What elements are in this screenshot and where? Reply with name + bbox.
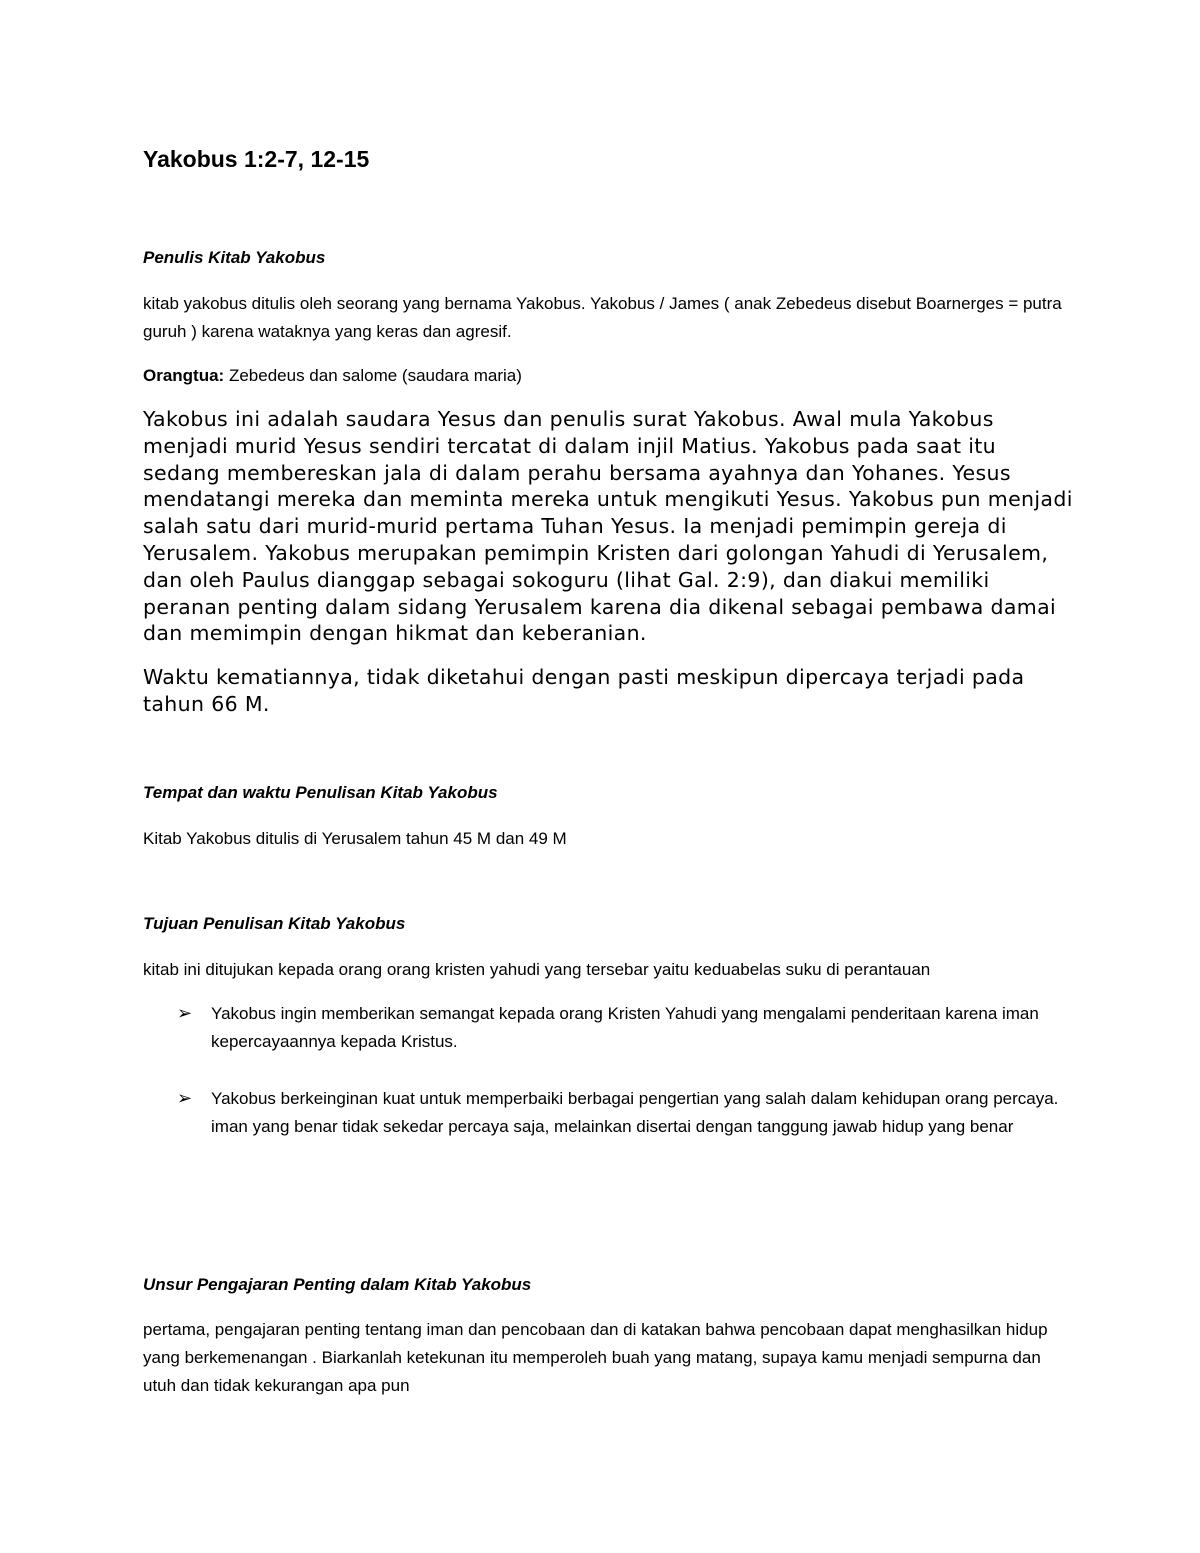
parents-line [143, 362, 1063, 390]
purpose-bullet-item: Yakobus ingin memberikan semangat kepada orang Kristen Yahudi yang mengalami penderitaan karena iman kepercayaannya kepada Kristus. [211, 1004, 1039, 1051]
arrow-bullet-icon: ➢ [177, 1003, 193, 1024]
author-paragraph: kitab yakobus ditulis oleh seorang yang bernama Yakobus. Yakobus / James ( anak Zebedeus disebut Boarnerges = putra guruh ) karena wataknya yang keras dan agresif. [143, 294, 1062, 341]
place-time-paragraph: Kitab Yakobus ditulis di Yerusalem tahun 45 M dan 49 M [143, 829, 567, 848]
arrow-bullet-icon: ➢ [177, 1088, 193, 1109]
document-title: Yakobus 1:2-7, 12-15 [143, 146, 370, 172]
section-heading-author: Penulis Kitab Yakobus [143, 248, 326, 267]
section-heading-purpose: Tujuan Penulisan Kitab Yakobus [143, 914, 406, 933]
section-heading-teaching: Unsur Pengajaran Penting dalam Kitab Yakobus [143, 1275, 532, 1294]
teaching-paragraph: pertama, pengajaran penting tentang iman dan pencobaan dan di katakan bahwa pencobaan dapat menghasilkan hidup yang berkemenangan . Biarkanlah ketekunan itu memperoleh buah yang matang, supaya kamu menjadi sempurna dan utuh dan tidak kekurangan apa pun [143, 1320, 1048, 1395]
death-paragraph: Waktu kematiannya, tidak diketahui dengan pasti meskipun dipercaya terjadi pada tahun 66 M. [143, 665, 1025, 716]
purpose-paragraph: kitab ini ditujukan kepada orang orang kristen yahudi yang tersebar yaitu keduabelas suku di perantauan [143, 960, 931, 979]
biography-paragraph: Yakobus ini adalah saudara Yesus dan penulis surat Yakobus. Awal mula Yakobus menjadi murid Yesus sendiri tercatat di dalam injil Matius. Yakobus pada saat itu sedang membereskan jala di dalam perahu bersama ayahnya dan Yohanes. Yesus mendatangi mereka dan meminta mereka untuk mengikuti Yesus. Yakobus pun menjadi salah satu dari murid-murid pertama Tuhan Yesus. Ia menjadi pemimpin gereja di Yerusalem. Yakobus merupakan pemimpin Kristen dari golongan Yahudi di Yerusalem, dan oleh Paulus dianggap sebagai sokoguru (lihat Gal. 2:9), dan diakui memiliki peranan penting dalam sidang Yerusalem karena dia dikenal sebagai pembawa damai dan memimpin dengan hikmat dan keberanian. [143, 407, 1073, 646]
section-heading-place-time: Tempat dan waktu Penulisan Kitab Yakobus [143, 783, 498, 802]
purpose-bullet-item: Yakobus berkeinginan kuat untuk memperbaiki berbagai pengertian yang salah dalam kehidupan orang percaya. iman yang benar tidak sekedar percaya saja, melainkan disertai dengan tanggung jawab hidup yang benar [211, 1089, 1059, 1136]
parents-value: Zebedeus dan salome (saudara maria) [224, 366, 522, 385]
parents-label: Orangtua: [143, 366, 225, 385]
